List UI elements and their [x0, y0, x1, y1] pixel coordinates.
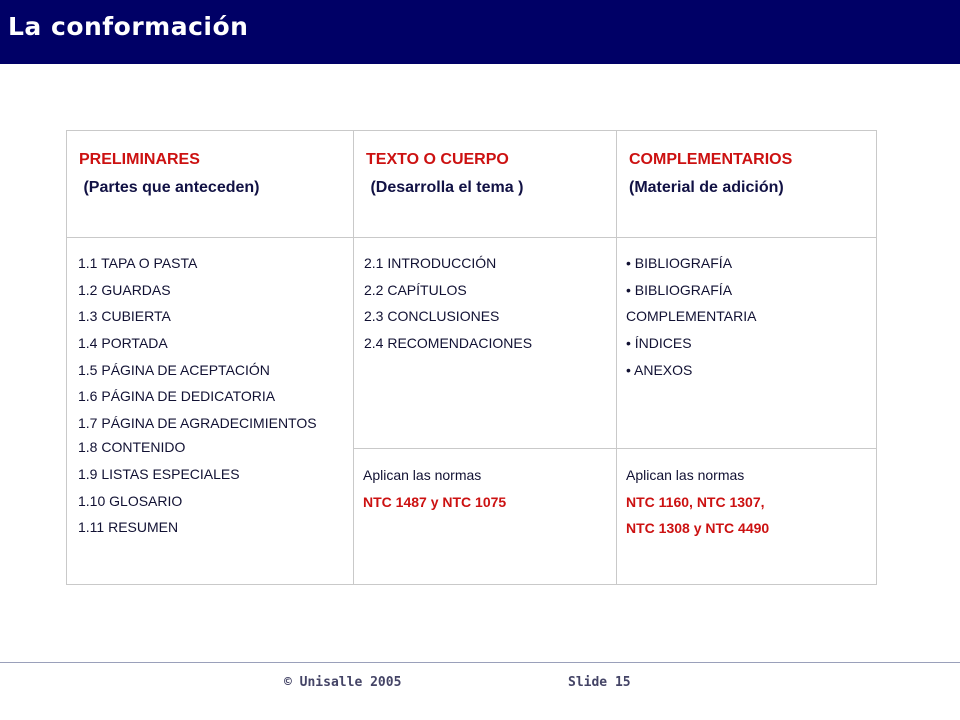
column-subtitle: (Desarrolla el tema )	[366, 179, 524, 196]
list-item: 1.10 GLOSARIO	[78, 492, 183, 509]
slide-title: La conformación	[8, 12, 249, 41]
list-item: 1.7 PÁGINA DE AGRADECIMIENTOS	[78, 415, 317, 432]
list-item: COMPLEMENTARIA	[626, 308, 757, 325]
table-header-row	[67, 131, 877, 238]
table-content-row	[67, 238, 877, 449]
column-title: COMPLEMENTARIOS	[629, 151, 793, 168]
norms-intro: Aplican las normas	[363, 467, 482, 483]
norms-intro: Aplican las normas	[626, 467, 745, 483]
list-item: 1.3 CUBIERTA	[78, 308, 171, 325]
cuerpo-norms	[354, 449, 617, 585]
header-cell-cuerpo	[354, 131, 617, 238]
norms-codes: NTC 1487 y NTC 1075	[363, 493, 507, 510]
list-item: 2.2 CAPÍTULOS	[364, 281, 467, 298]
column-subtitle: (Partes que anteceden)	[79, 179, 260, 196]
list-item: 1.4 PORTADA	[78, 335, 168, 352]
cuerpo-list	[354, 238, 617, 449]
list-item: 1.2 GUARDAS	[78, 281, 171, 298]
list-item: 1.9 LISTAS ESPECIALES	[78, 465, 240, 482]
list-item: • BIBLIOGRAFÍA	[626, 281, 733, 298]
list-item: • BIBLIOGRAFÍA	[626, 255, 733, 271]
list-item: 1.6 PÁGINA DE DEDICATORIA	[78, 388, 276, 405]
header-cell-complementarios	[617, 131, 877, 238]
list-item: 1.11 RESUMEN	[78, 519, 179, 536]
complementarios-list	[617, 238, 877, 449]
column-title: TEXTO O CUERPO	[366, 151, 509, 168]
header-cell-preliminares	[67, 131, 354, 238]
column-subtitle: (Material de adición)	[629, 179, 784, 196]
title-bar	[0, 0, 960, 64]
list-item: 2.1 INTRODUCCIÓN	[364, 255, 497, 271]
list-item: 2.4 RECOMENDACIONES	[364, 335, 533, 352]
list-item: 1.5 PÁGINA DE ACEPTACIÓN	[78, 361, 270, 378]
footer-slide-number: Slide 15	[568, 675, 631, 690]
list-item: • ÍNDICES	[626, 335, 692, 352]
preliminares-list	[67, 238, 354, 585]
complementarios-norms	[617, 449, 877, 585]
column-title: PRELIMINARES	[79, 151, 200, 168]
list-item: 2.3 CONCLUSIONES	[364, 308, 500, 325]
norms-codes: NTC 1308 y NTC 4490	[626, 520, 770, 537]
footer-copyright: © Unisalle 2005	[284, 675, 402, 690]
norms-codes: NTC 1160, NTC 1307,	[626, 493, 765, 510]
conformation-table	[66, 130, 877, 585]
list-item: 1.1 TAPA O PASTA	[78, 255, 198, 271]
list-item: • ANEXOS	[626, 361, 693, 378]
footer-divider	[0, 662, 960, 663]
list-item: 1.8 CONTENIDO	[78, 439, 186, 456]
